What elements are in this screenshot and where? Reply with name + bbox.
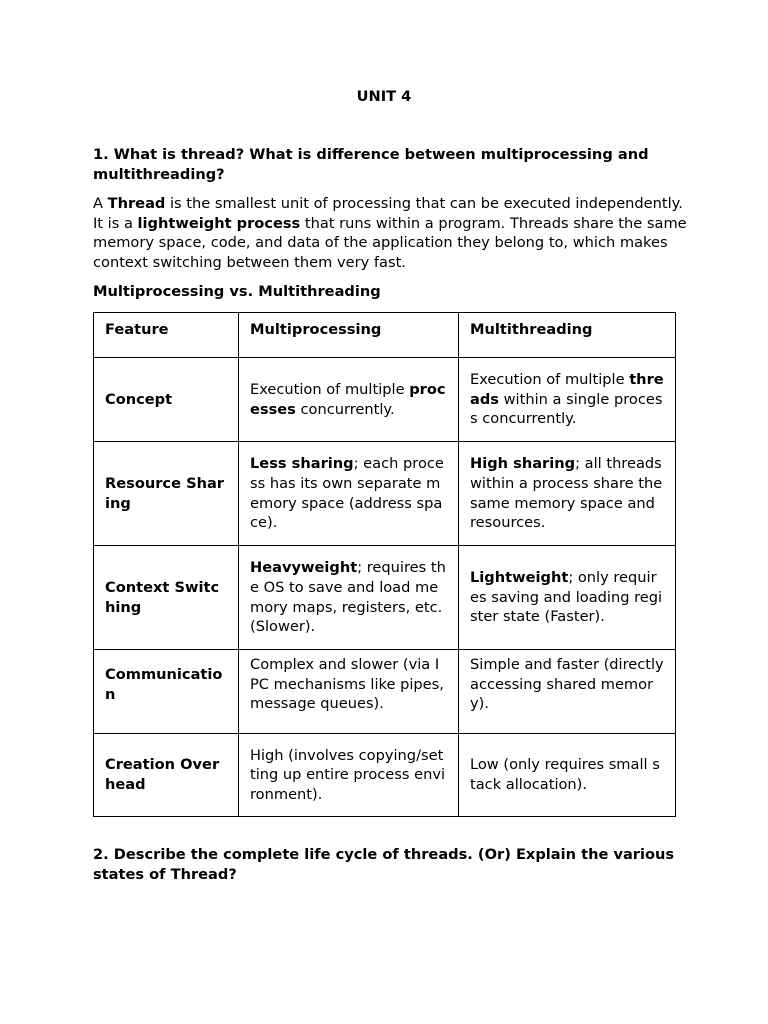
cell-text: within a single process concurrently. xyxy=(470,390,663,428)
cell-text: High (involves copying/setting up entire process environment). xyxy=(250,746,446,803)
cell-text: concurrently. xyxy=(295,400,395,418)
intro-text: that runs within a program. Threads share the same memory space, code, and data of the application they belong to, which makes context switching between them very fast. xyxy=(93,214,687,271)
feature-cell: Creation Overhead xyxy=(94,734,239,817)
intro-bold-thread: Thread xyxy=(107,195,166,212)
cell-bold-text: High sharing xyxy=(470,455,576,473)
table-row xyxy=(94,734,676,817)
cell-text: ; requires the OS to save and load memory maps, registers, etc. (Slower). xyxy=(250,559,446,636)
table-row xyxy=(94,546,676,650)
feature-cell: Context Switching xyxy=(94,546,239,650)
page-title: UNIT 4 xyxy=(356,88,412,105)
multithreading-cell xyxy=(459,734,676,817)
intro-bold-lightweight: lightweight process xyxy=(137,214,301,232)
cell-bold-text: threads xyxy=(470,371,664,408)
multithreading-cell xyxy=(459,546,676,650)
cell-text: Complex and slower (via IPC mechanisms like pipes, message queues). xyxy=(250,656,444,713)
multiprocessing-cell xyxy=(239,546,459,650)
table-row xyxy=(94,650,676,734)
table-header-row xyxy=(94,313,676,358)
question-2-heading: 2. Describe the complete life cycle of threads. (Or) Explain the various states of Thread? xyxy=(93,846,675,883)
cell-text: ; each process has its own separate memory space (address space). xyxy=(250,455,444,532)
cell-bold-text: Less sharing xyxy=(250,455,354,473)
multiprocessing-cell xyxy=(239,442,459,546)
header-multiprocessing: Multiprocessing xyxy=(239,313,459,358)
table-row xyxy=(94,442,676,546)
table-row xyxy=(94,358,676,442)
question-1-heading: 1. What is thread? What is difference between multiprocessing and multithreading? xyxy=(93,146,649,183)
cell-text: Low (only requires small stack allocation). xyxy=(470,756,660,793)
intro-text: is the smallest unit of processing that can be executed independently. It is a xyxy=(93,195,683,232)
multiprocessing-cell xyxy=(239,358,459,442)
cell-text: Execution of multiple xyxy=(470,371,630,389)
cell-text: ; only requires saving and loading register state (Faster). xyxy=(470,569,663,626)
comparison-table xyxy=(93,312,676,817)
multithreading-cell xyxy=(459,442,676,546)
cell-text: Simple and faster (directly accessing shared memory). xyxy=(470,656,664,713)
header-multithreading: Multithreading xyxy=(459,313,676,358)
multiprocessing-cell xyxy=(239,650,459,734)
header-feature: Feature xyxy=(94,313,239,358)
cell-bold-text: Lightweight xyxy=(470,569,569,587)
multiprocessing-cell xyxy=(239,734,459,817)
table-heading: Multiprocessing vs. Multithreading xyxy=(93,283,381,300)
cell-bold-text: Heavyweight xyxy=(250,559,358,577)
intro-text: A xyxy=(93,195,108,212)
cell-text: ; all threads within a process share the same memory space and resources. xyxy=(470,455,663,532)
feature-cell: Concept xyxy=(94,358,239,442)
feature-cell: Communication xyxy=(94,650,239,734)
cell-bold-text: processes xyxy=(250,380,446,418)
cell-text: Execution of multiple xyxy=(250,380,410,398)
intro-paragraph xyxy=(93,194,693,272)
multithreading-cell xyxy=(459,358,676,442)
multithreading-cell xyxy=(459,650,676,734)
feature-cell: Resource Sharing xyxy=(94,442,239,546)
